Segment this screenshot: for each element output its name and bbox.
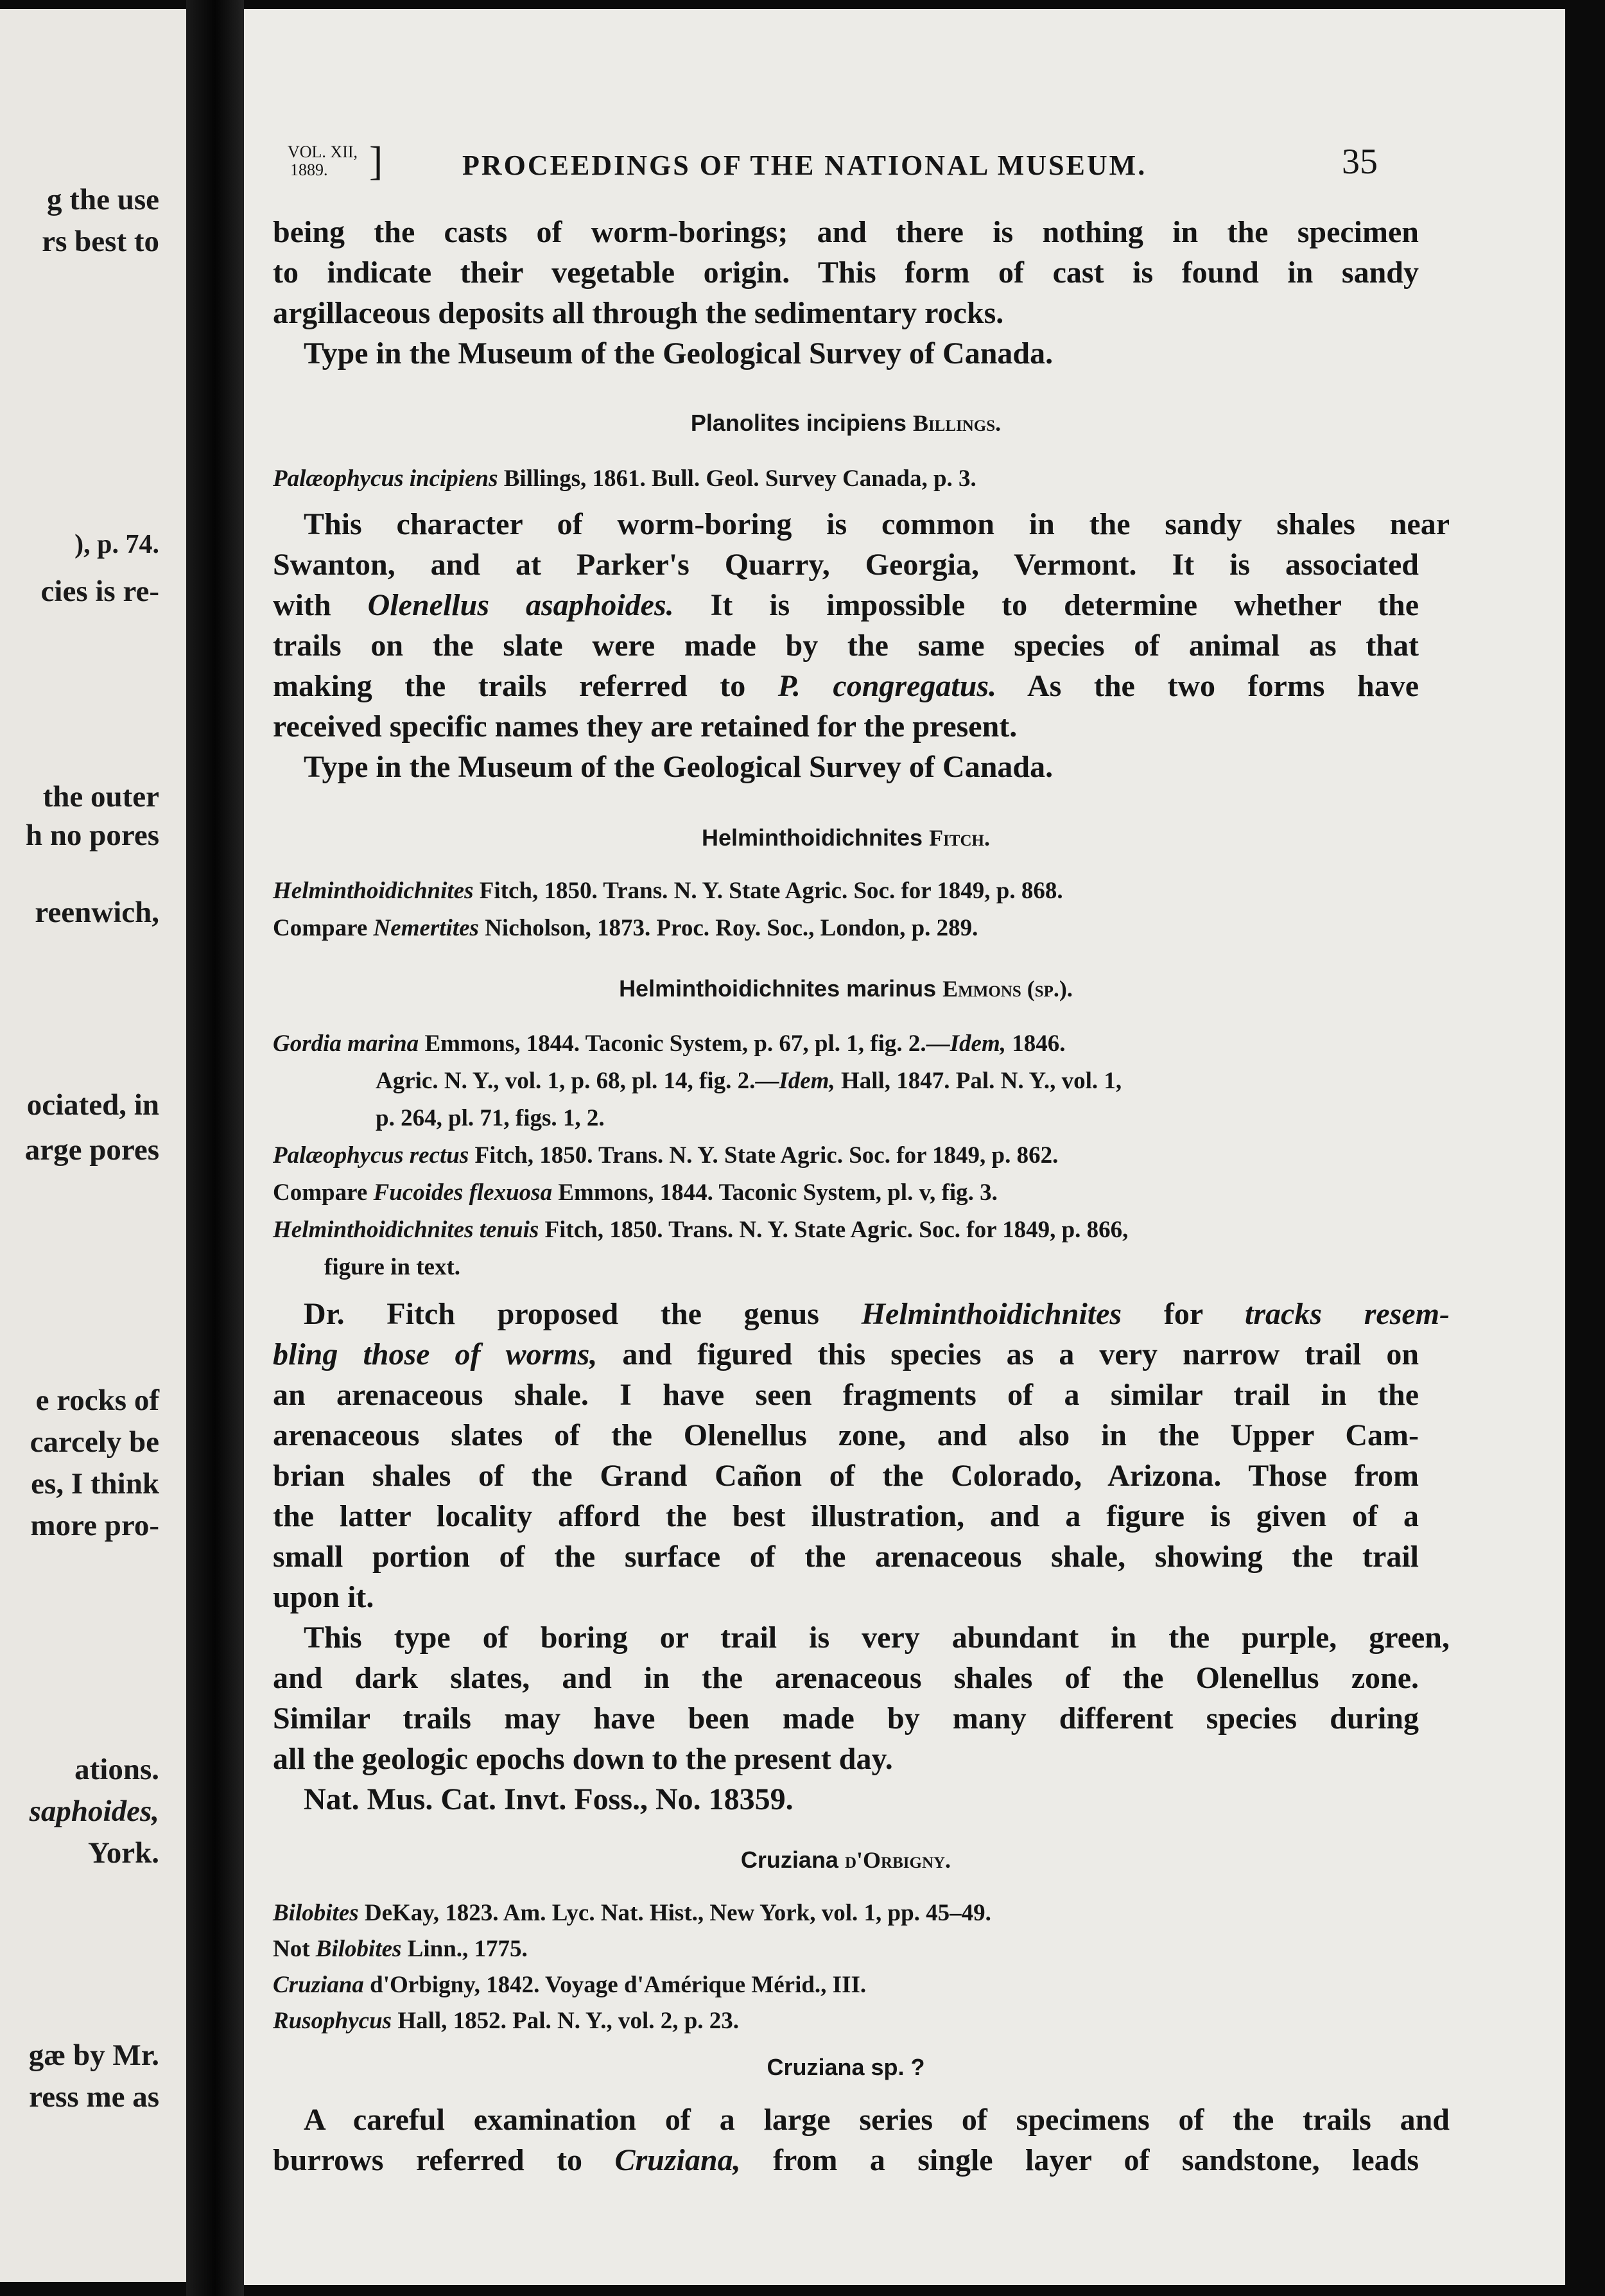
left-page-line: e rocks of bbox=[35, 1384, 159, 1417]
text-line: This type of boring or trail is very abundant in the purple, green, bbox=[304, 1621, 1450, 1655]
text-line: to indicate their vegetable origin. This form of cast is found in sandy bbox=[273, 256, 1419, 290]
left-page-line: ations. bbox=[74, 1753, 159, 1786]
reference-line: Bilobites DeKay, 1823. Am. Lyc. Nat. Hist., New York, vol. 1, pp. 45–49. bbox=[273, 1900, 991, 1926]
left-page-line: ress me as bbox=[29, 2080, 159, 2114]
ref-genus: Palæophycus incipiens bbox=[273, 465, 498, 492]
genus-heading: Cruziana d'Orbigny. bbox=[740, 1847, 951, 1873]
text-line: arenaceous slates of the Olenellus zone, and also in the Upper Cam- bbox=[273, 1418, 1419, 1452]
reference-line: Compare Fucoides flexuosa Emmons, 1844. Taconic System, pl. v, fig. 3. bbox=[273, 1179, 998, 1206]
reference-line: Compare Nemertites Nicholson, 1873. Proc. Roy. Soc., London, p. 289. bbox=[273, 915, 978, 941]
text-line: brian shales of the Grand Cañon of the Colorado, Arizona. Those from bbox=[273, 1459, 1419, 1493]
left-page-line: carcely be bbox=[30, 1425, 159, 1459]
text-line: the latter locality afford the best illustration, and a figure is given of a bbox=[273, 1499, 1419, 1533]
reference-line: p. 264, pl. 71, figs. 1, 2. bbox=[376, 1105, 605, 1131]
heading-name: Planolites incipiens bbox=[690, 410, 907, 436]
left-page-line: h no pores bbox=[25, 819, 159, 852]
text-line: bling those of worms, and figured this species as a very narrow trail on bbox=[273, 1337, 1419, 1371]
reference-line: Helminthoidichnites tenuis Fitch, 1850. Trans. N. Y. State Agric. Soc. for 1849, p. 866, bbox=[273, 1217, 1129, 1243]
text-line: and dark slates, and in the arenaceous shales of the Olenellus zone. bbox=[273, 1661, 1419, 1695]
text-line: upon it. bbox=[273, 1580, 374, 1614]
reference-line: Palæophycus rectus Fitch, 1850. Trans. N. Y. State Agric. Soc. for 1849, p. 862. bbox=[273, 1142, 1059, 1169]
species-heading bbox=[273, 410, 1419, 437]
left-page-line: saphoides, bbox=[29, 1795, 159, 1828]
species-heading: Cruziana sp. ? bbox=[767, 2054, 925, 2080]
left-page-line: g the use bbox=[47, 183, 159, 216]
text-line: argillaceous deposits all through the sedimentary rocks. bbox=[273, 296, 1004, 330]
left-page-line: York. bbox=[88, 1836, 159, 1870]
left-page-line: arge pores bbox=[24, 1133, 159, 1167]
type-note: Type in the Museum of the Geological Survey of Canada. bbox=[304, 336, 1054, 370]
species-heading: Helminthoidichnites marinus Emmons (sp.). bbox=[619, 975, 1073, 1002]
reference-line: figure in text. bbox=[324, 1254, 461, 1280]
header-volume: VOL. XII, bbox=[288, 143, 358, 161]
text-line: Swanton, and at Parker's Quarry, Georgia, Vermont. It is associated bbox=[273, 548, 1419, 582]
left-page-line: ociated, in bbox=[26, 1088, 159, 1122]
text-line: Similar trails may have been made by many different species during bbox=[273, 1701, 1419, 1735]
reference-line: Palæophycus incipiens Billings, 1861. Bull. Geol. Survey Canada, p. 3. bbox=[273, 465, 976, 492]
text-line: received specific names they are retained for the present. bbox=[273, 709, 1018, 744]
left-page-line: the outer bbox=[42, 780, 159, 813]
text-line: A careful examination of a large series of specimens of the trails and bbox=[304, 2103, 1450, 2137]
text-line: being the casts of worm-borings; and there is nothing in the specimen bbox=[273, 215, 1419, 249]
left-page-line: reenwich, bbox=[35, 896, 159, 929]
text-line: burrows referred to Cruziana, from a single layer of sandstone, leads bbox=[273, 2143, 1419, 2177]
reference-line: Cruziana d'Orbigny, 1842. Voyage d'Amérique Mérid., III. bbox=[273, 1972, 867, 1998]
main-page bbox=[244, 9, 1565, 2285]
header-year: 1889. bbox=[290, 161, 328, 179]
text-line: making the trails referred to P. congregatus. As the two forms have bbox=[273, 669, 1419, 703]
genus-heading: Helminthoidichnites Fitch. bbox=[702, 824, 990, 851]
text-line: This character of worm-boring is common in the sandy shales near bbox=[304, 507, 1450, 541]
text-line: an arenaceous shale. I have seen fragments of a similar trail in the bbox=[273, 1378, 1419, 1412]
reference-line: Helminthoidichnites Fitch, 1850. Trans. N. Y. State Agric. Soc. for 1849, p. 868. bbox=[273, 878, 1063, 904]
text-line: all the geologic epochs down to the present day. bbox=[273, 1742, 893, 1776]
reference-line: Agric. N. Y., vol. 1, p. 68, pl. 14, fig. 2.—Idem, Hall, 1847. Pal. N. Y., vol. 1, bbox=[376, 1068, 1122, 1094]
left-page-line: rs best to bbox=[42, 225, 159, 258]
type-note: Type in the Museum of the Geological Survey of Canada. bbox=[304, 750, 1054, 784]
text-line: with Olenellus asaphoides. It is impossible to determine whether the bbox=[273, 588, 1419, 622]
reference-line: Gordia marina Emmons, 1844. Taconic System, p. 67, pl. 1, fig. 2.—Idem, 1846. bbox=[273, 1031, 1066, 1057]
left-page-line: es, I think bbox=[31, 1467, 159, 1500]
reference-line: Not Bilobites Linn., 1775. bbox=[273, 1936, 528, 1962]
header-bracket: ] bbox=[369, 138, 383, 184]
text-line: trails on the slate were made by the same species of animal as that bbox=[273, 629, 1419, 663]
left-page-line: more pro- bbox=[30, 1509, 159, 1542]
page-number: 35 bbox=[1342, 142, 1378, 182]
reference-line: Rusophycus Hall, 1852. Pal. N. Y., vol. 2, p. 23. bbox=[273, 2008, 740, 2034]
text-line: small portion of the surface of the arenaceous shale, showing the trail bbox=[273, 1540, 1419, 1574]
page-gutter bbox=[186, 0, 244, 2296]
running-title: PROCEEDINGS OF THE NATIONAL MUSEUM. bbox=[462, 150, 1147, 181]
left-page-line: ), p. 74. bbox=[74, 530, 159, 559]
left-facing-page bbox=[0, 9, 186, 2282]
catalog-number: Nat. Mus. Cat. Invt. Foss., No. 18359. bbox=[304, 1782, 794, 1816]
left-page-line: gæ by Mr. bbox=[28, 2039, 159, 2072]
left-page-line: cies is re- bbox=[40, 575, 159, 608]
text-line: Dr. Fitch proposed the genus Helminthoidichnites for tracks resem- bbox=[304, 1297, 1450, 1331]
heading-author: Billings. bbox=[912, 410, 1002, 436]
